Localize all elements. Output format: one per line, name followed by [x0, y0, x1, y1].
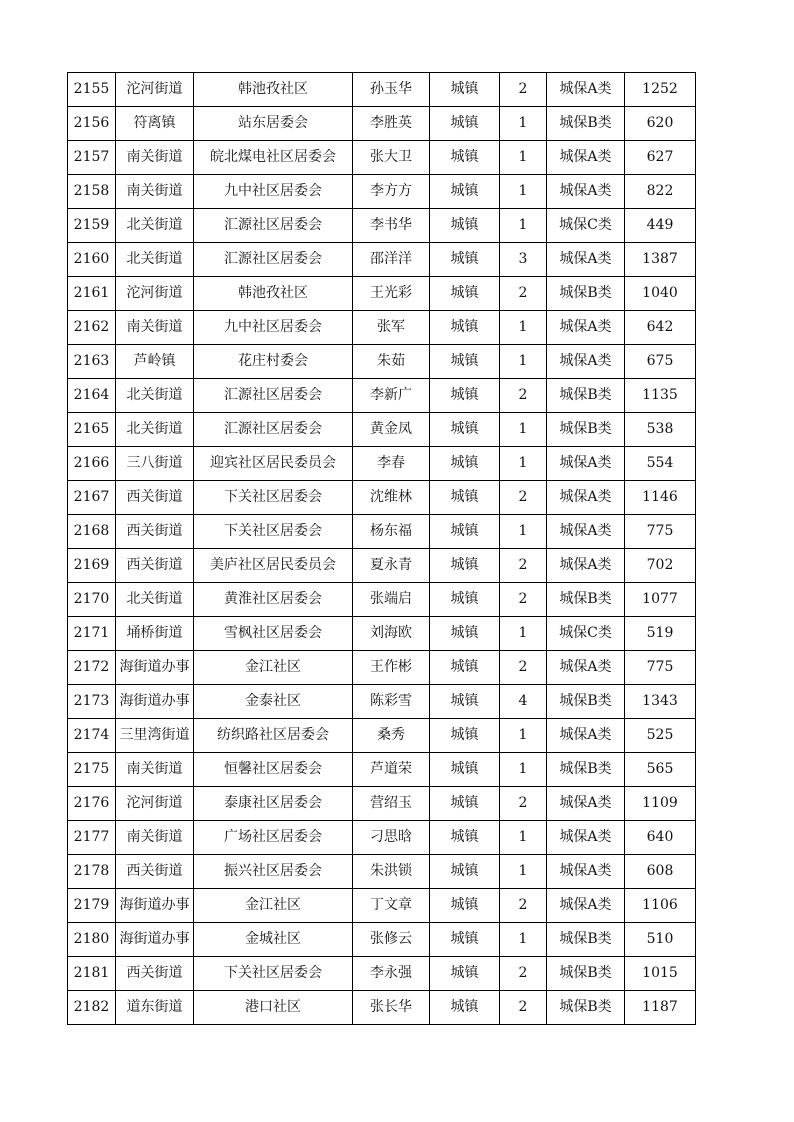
household-count-cell: 2 [500, 549, 547, 583]
community-cell: 黄淮社区居委会 [194, 583, 353, 617]
row-number-cell: 2164 [68, 379, 116, 413]
amount-cell: 449 [625, 209, 696, 243]
area-type-cell: 城镇 [430, 685, 500, 719]
household-count-cell: 4 [500, 685, 547, 719]
category-cell: 城保A类 [547, 481, 625, 515]
area-type-cell: 城镇 [430, 719, 500, 753]
street-cell: 北关街道 [116, 413, 194, 447]
category-cell: 城保A类 [547, 549, 625, 583]
household-count-cell: 1 [500, 107, 547, 141]
street-cell: 北关街道 [116, 379, 194, 413]
category-cell: 城保B类 [547, 957, 625, 991]
name-cell: 刘海欧 [353, 617, 430, 651]
row-number-cell: 2172 [68, 651, 116, 685]
amount-cell: 1387 [625, 243, 696, 277]
table-row [68, 923, 696, 957]
table-row [68, 889, 696, 923]
household-count-cell: 1 [500, 447, 547, 481]
name-cell: 夏永青 [353, 549, 430, 583]
household-count-cell: 3 [500, 243, 547, 277]
community-cell: 雪枫社区居委会 [194, 617, 353, 651]
name-cell: 李春 [353, 447, 430, 481]
category-cell: 城保B类 [547, 991, 625, 1025]
category-cell: 城保C类 [547, 209, 625, 243]
category-cell: 城保A类 [547, 821, 625, 855]
household-count-cell: 1 [500, 855, 547, 889]
household-count-cell: 1 [500, 175, 547, 209]
street-cell: 沱河街道 [116, 277, 194, 311]
household-count-cell: 2 [500, 889, 547, 923]
street-cell: 海街道办事 [116, 923, 194, 957]
row-number-cell: 2166 [68, 447, 116, 481]
street-cell: 南关街道 [116, 311, 194, 345]
row-number-cell: 2171 [68, 617, 116, 651]
community-cell: 迎宾社区居民委员会 [194, 447, 353, 481]
street-cell: 西关街道 [116, 515, 194, 549]
table-row [68, 345, 696, 379]
area-type-cell: 城镇 [430, 923, 500, 957]
community-cell: 九中社区居委会 [194, 175, 353, 209]
area-type-cell: 城镇 [430, 277, 500, 311]
name-cell: 黄金凤 [353, 413, 430, 447]
household-count-cell: 1 [500, 617, 547, 651]
row-number-cell: 2182 [68, 991, 116, 1025]
category-cell: 城保A类 [547, 651, 625, 685]
table-row [68, 787, 696, 821]
area-type-cell: 城镇 [430, 889, 500, 923]
area-type-cell: 城镇 [430, 855, 500, 889]
name-cell: 邵洋洋 [353, 243, 430, 277]
street-cell: 南关街道 [116, 821, 194, 855]
street-cell: 西关街道 [116, 481, 194, 515]
row-number-cell: 2181 [68, 957, 116, 991]
amount-cell: 519 [625, 617, 696, 651]
name-cell: 张修云 [353, 923, 430, 957]
community-cell: 下关社区居委会 [194, 481, 353, 515]
area-type-cell: 城镇 [430, 651, 500, 685]
street-cell: 海街道办事 [116, 889, 194, 923]
household-count-cell: 2 [500, 991, 547, 1025]
household-count-cell: 2 [500, 379, 547, 413]
row-number-cell: 2173 [68, 685, 116, 719]
name-cell: 张长华 [353, 991, 430, 1025]
area-type-cell: 城镇 [430, 515, 500, 549]
area-type-cell: 城镇 [430, 73, 500, 107]
area-type-cell: 城镇 [430, 175, 500, 209]
name-cell: 朱洪锁 [353, 855, 430, 889]
table-row [68, 209, 696, 243]
street-cell: 符离镇 [116, 107, 194, 141]
table-row [68, 175, 696, 209]
row-number-cell: 2168 [68, 515, 116, 549]
category-cell: 城保B类 [547, 379, 625, 413]
name-cell: 孙玉华 [353, 73, 430, 107]
street-cell: 北关街道 [116, 583, 194, 617]
table-row [68, 379, 696, 413]
community-cell: 汇源社区居委会 [194, 379, 353, 413]
row-number-cell: 2162 [68, 311, 116, 345]
street-cell: 南关街道 [116, 175, 194, 209]
table-row [68, 413, 696, 447]
name-cell: 陈彩雪 [353, 685, 430, 719]
area-type-cell: 城镇 [430, 991, 500, 1025]
name-cell: 李书华 [353, 209, 430, 243]
name-cell: 李胜英 [353, 107, 430, 141]
name-cell: 李永强 [353, 957, 430, 991]
amount-cell: 554 [625, 447, 696, 481]
row-number-cell: 2165 [68, 413, 116, 447]
street-cell: 北关街道 [116, 243, 194, 277]
household-count-cell: 1 [500, 311, 547, 345]
household-count-cell: 2 [500, 583, 547, 617]
amount-cell: 1077 [625, 583, 696, 617]
name-cell: 王作彬 [353, 651, 430, 685]
category-cell: 城保A类 [547, 73, 625, 107]
community-cell: 泰康社区居委会 [194, 787, 353, 821]
amount-cell: 620 [625, 107, 696, 141]
household-count-cell: 1 [500, 413, 547, 447]
category-cell: 城保A类 [547, 141, 625, 175]
community-cell: 下关社区居委会 [194, 957, 353, 991]
category-cell: 城保B类 [547, 583, 625, 617]
table-row [68, 617, 696, 651]
table-row [68, 243, 696, 277]
category-cell: 城保A类 [547, 175, 625, 209]
amount-cell: 675 [625, 345, 696, 379]
amount-cell: 775 [625, 515, 696, 549]
table-row [68, 107, 696, 141]
table-row [68, 73, 696, 107]
area-type-cell: 城镇 [430, 379, 500, 413]
community-cell: 韩池孜社区 [194, 73, 353, 107]
row-number-cell: 2175 [68, 753, 116, 787]
table-row [68, 753, 696, 787]
area-type-cell: 城镇 [430, 583, 500, 617]
row-number-cell: 2174 [68, 719, 116, 753]
amount-cell: 1135 [625, 379, 696, 413]
household-count-cell: 2 [500, 481, 547, 515]
name-cell: 张军 [353, 311, 430, 345]
street-cell: 道东街道 [116, 991, 194, 1025]
street-cell: 南关街道 [116, 753, 194, 787]
area-type-cell: 城镇 [430, 243, 500, 277]
amount-cell: 510 [625, 923, 696, 957]
amount-cell: 525 [625, 719, 696, 753]
row-number-cell: 2180 [68, 923, 116, 957]
table-row [68, 481, 696, 515]
table-row [68, 515, 696, 549]
amount-cell: 1252 [625, 73, 696, 107]
area-type-cell: 城镇 [430, 447, 500, 481]
name-cell: 沈维林 [353, 481, 430, 515]
category-cell: 城保A类 [547, 447, 625, 481]
table-row [68, 311, 696, 345]
area-type-cell: 城镇 [430, 209, 500, 243]
household-count-cell: 2 [500, 957, 547, 991]
community-cell: 汇源社区居委会 [194, 243, 353, 277]
community-cell: 美庐社区居民委员会 [194, 549, 353, 583]
category-cell: 城保A类 [547, 889, 625, 923]
area-type-cell: 城镇 [430, 107, 500, 141]
household-count-cell: 2 [500, 651, 547, 685]
table-row [68, 583, 696, 617]
amount-cell: 1015 [625, 957, 696, 991]
community-cell: 纺织路社区居委会 [194, 719, 353, 753]
amount-cell: 640 [625, 821, 696, 855]
community-cell: 皖北煤电社区居委会 [194, 141, 353, 175]
street-cell: 北关街道 [116, 209, 194, 243]
amount-cell: 538 [625, 413, 696, 447]
amount-cell: 565 [625, 753, 696, 787]
row-number-cell: 2179 [68, 889, 116, 923]
amount-cell: 775 [625, 651, 696, 685]
household-count-cell: 1 [500, 821, 547, 855]
street-cell: 海街道办事 [116, 651, 194, 685]
area-type-cell: 城镇 [430, 141, 500, 175]
amount-cell: 702 [625, 549, 696, 583]
community-cell: 广场社区居委会 [194, 821, 353, 855]
street-cell: 三里湾街道 [116, 719, 194, 753]
data-table [67, 72, 696, 1025]
street-cell: 海街道办事 [116, 685, 194, 719]
table-row [68, 821, 696, 855]
table-row [68, 719, 696, 753]
community-cell: 港口社区 [194, 991, 353, 1025]
household-count-cell: 1 [500, 345, 547, 379]
community-cell: 振兴社区居委会 [194, 855, 353, 889]
amount-cell: 1106 [625, 889, 696, 923]
row-number-cell: 2177 [68, 821, 116, 855]
community-cell: 金泰社区 [194, 685, 353, 719]
row-number-cell: 2157 [68, 141, 116, 175]
row-number-cell: 2155 [68, 73, 116, 107]
area-type-cell: 城镇 [430, 345, 500, 379]
row-number-cell: 2158 [68, 175, 116, 209]
row-number-cell: 2169 [68, 549, 116, 583]
name-cell: 芦道荣 [353, 753, 430, 787]
table-row [68, 277, 696, 311]
community-cell: 恒馨社区居委会 [194, 753, 353, 787]
area-type-cell: 城镇 [430, 617, 500, 651]
household-count-cell: 1 [500, 923, 547, 957]
category-cell: 城保B类 [547, 753, 625, 787]
amount-cell: 822 [625, 175, 696, 209]
table-row [68, 957, 696, 991]
category-cell: 城保B类 [547, 413, 625, 447]
amount-cell: 1187 [625, 991, 696, 1025]
community-cell: 下关社区居委会 [194, 515, 353, 549]
row-number-cell: 2176 [68, 787, 116, 821]
table-row [68, 855, 696, 889]
name-cell: 张端启 [353, 583, 430, 617]
table-row [68, 447, 696, 481]
name-cell: 桑秀 [353, 719, 430, 753]
name-cell: 李新广 [353, 379, 430, 413]
community-cell: 花庄村委会 [194, 345, 353, 379]
category-cell: 城保C类 [547, 617, 625, 651]
street-cell: 西关街道 [116, 855, 194, 889]
community-cell: 九中社区居委会 [194, 311, 353, 345]
area-type-cell: 城镇 [430, 311, 500, 345]
household-count-cell: 2 [500, 787, 547, 821]
category-cell: 城保B类 [547, 277, 625, 311]
table-body [68, 73, 696, 1025]
amount-cell: 1146 [625, 481, 696, 515]
community-cell: 金城社区 [194, 923, 353, 957]
community-cell: 韩池孜社区 [194, 277, 353, 311]
area-type-cell: 城镇 [430, 787, 500, 821]
amount-cell: 642 [625, 311, 696, 345]
household-count-cell: 1 [500, 209, 547, 243]
household-count-cell: 1 [500, 753, 547, 787]
area-type-cell: 城镇 [430, 413, 500, 447]
name-cell: 杨东福 [353, 515, 430, 549]
amount-cell: 1343 [625, 685, 696, 719]
name-cell: 李方方 [353, 175, 430, 209]
row-number-cell: 2159 [68, 209, 116, 243]
category-cell: 城保B类 [547, 107, 625, 141]
name-cell: 朱茹 [353, 345, 430, 379]
category-cell: 城保A类 [547, 345, 625, 379]
table-row [68, 141, 696, 175]
street-cell: 西关街道 [116, 957, 194, 991]
street-cell: 沱河街道 [116, 787, 194, 821]
community-cell: 站东居委会 [194, 107, 353, 141]
street-cell: 南关街道 [116, 141, 194, 175]
table-row [68, 549, 696, 583]
community-cell: 汇源社区居委会 [194, 209, 353, 243]
household-count-cell: 2 [500, 73, 547, 107]
row-number-cell: 2156 [68, 107, 116, 141]
amount-cell: 1109 [625, 787, 696, 821]
area-type-cell: 城镇 [430, 481, 500, 515]
table-row [68, 651, 696, 685]
household-count-cell: 1 [500, 141, 547, 175]
name-cell: 张大卫 [353, 141, 430, 175]
community-cell: 汇源社区居委会 [194, 413, 353, 447]
street-cell: 三八街道 [116, 447, 194, 481]
category-cell: 城保B类 [547, 685, 625, 719]
amount-cell: 627 [625, 141, 696, 175]
street-cell: 沱河街道 [116, 73, 194, 107]
street-cell: 芦岭镇 [116, 345, 194, 379]
category-cell: 城保A类 [547, 787, 625, 821]
row-number-cell: 2178 [68, 855, 116, 889]
name-cell: 刁思晗 [353, 821, 430, 855]
table-row [68, 685, 696, 719]
area-type-cell: 城镇 [430, 821, 500, 855]
row-number-cell: 2163 [68, 345, 116, 379]
category-cell: 城保A类 [547, 719, 625, 753]
category-cell: 城保A类 [547, 243, 625, 277]
street-cell: 西关街道 [116, 549, 194, 583]
row-number-cell: 2167 [68, 481, 116, 515]
table-row [68, 991, 696, 1025]
area-type-cell: 城镇 [430, 549, 500, 583]
community-cell: 金江社区 [194, 889, 353, 923]
category-cell: 城保B类 [547, 923, 625, 957]
amount-cell: 608 [625, 855, 696, 889]
row-number-cell: 2170 [68, 583, 116, 617]
name-cell: 丁文章 [353, 889, 430, 923]
row-number-cell: 2161 [68, 277, 116, 311]
amount-cell: 1040 [625, 277, 696, 311]
area-type-cell: 城镇 [430, 753, 500, 787]
category-cell: 城保A类 [547, 515, 625, 549]
category-cell: 城保A类 [547, 311, 625, 345]
household-count-cell: 2 [500, 277, 547, 311]
street-cell: 埇桥街道 [116, 617, 194, 651]
row-number-cell: 2160 [68, 243, 116, 277]
community-cell: 金江社区 [194, 651, 353, 685]
name-cell: 营绍玉 [353, 787, 430, 821]
name-cell: 王光彩 [353, 277, 430, 311]
household-count-cell: 1 [500, 515, 547, 549]
category-cell: 城保A类 [547, 855, 625, 889]
area-type-cell: 城镇 [430, 957, 500, 991]
household-count-cell: 1 [500, 719, 547, 753]
